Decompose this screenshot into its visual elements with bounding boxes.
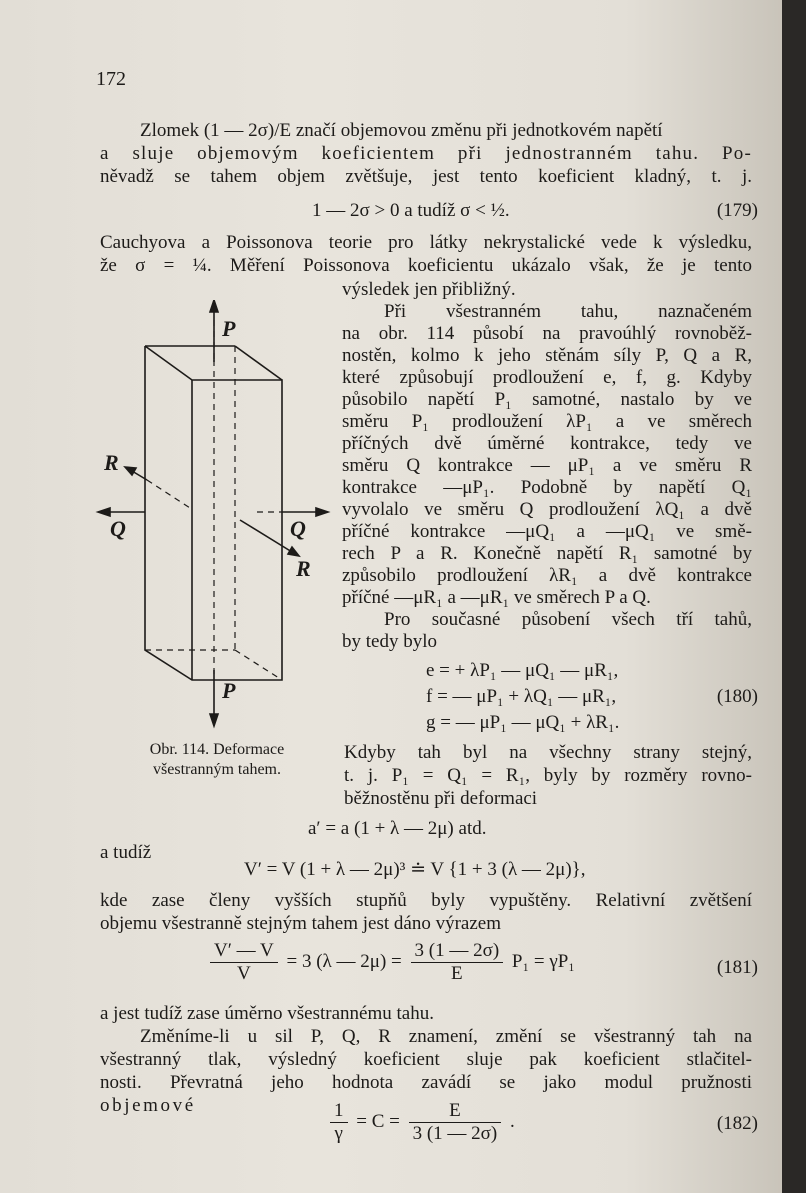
equation-v-prime: V′ = V (1 + λ — 2μ)³ ≐ V {1 + 3 (λ — 2μ)}, xyxy=(244,859,586,880)
text-line: a tudíž xyxy=(100,842,152,863)
text-line: by tedy bylo xyxy=(342,631,437,652)
page-edge-shadow xyxy=(782,0,806,1193)
equation-number: (179) xyxy=(716,200,758,221)
equation-180-g: g = — μP₁ — μQ₁ + λR₁. xyxy=(426,712,620,733)
label-q-left: Q xyxy=(110,516,126,541)
text-line: t. j. P₁ = Q₁ = R₁, byly by rozměry rovno- xyxy=(344,765,752,786)
text-line: příčných dvě úměrné kontrakce, tedy ve xyxy=(342,433,752,454)
text-line: které způsobují prodloužení e, f, g. Kdyby xyxy=(342,367,752,388)
text-line: a jest tudíž zase úměrno všestrannému tahu. xyxy=(100,1003,434,1024)
equation-179: 1 — 2σ > 0 a tudíž σ < ½. xyxy=(312,200,510,221)
text-line: rech P a R. Konečně napětí R₁ samotné by xyxy=(342,543,752,564)
text-line: všestranný tlak, výsledný koeficient sluje pak koeficient stlačitel- xyxy=(100,1049,752,1070)
label-p-bottom: P xyxy=(222,678,236,703)
text-line: že σ = ¼. Měření Poissonova koeficientu ukázalo však, že je tento xyxy=(100,255,752,276)
page-number: 172 xyxy=(96,68,126,90)
text-line: objemové xyxy=(100,1095,196,1116)
text-line: příčné —μR₁ a —μR₁ ve směrech P a Q. xyxy=(342,587,651,608)
label-r-right: R xyxy=(296,556,311,581)
equation-180-f: f = — μP₁ + λQ₁ — μR₁, xyxy=(426,686,617,707)
text-line: objemu všestranně stejným tahem jest dáno výrazem xyxy=(100,913,501,934)
equation-number: (180) xyxy=(716,686,758,707)
text-line: směru P₁ prodloužení λP₁ a ve směrech xyxy=(342,411,752,432)
figure-caption: Obr. 114. Deformace všestranným tahem. xyxy=(149,741,285,778)
text-line: Při všestranném tahu, naznačeném xyxy=(384,301,752,322)
text-line: nosti. Převratná jeho hodnota zavádí se jako modul pružnosti xyxy=(100,1072,752,1093)
equation-182: $\frac{1}{\gamma}$ = C = $\frac{E}{3 (1 — 2\sigma)}$ . xyxy=(326,1100,515,1145)
text-line: Zlomek (1 — 2σ)/E značí objemovou změnu při jednotkovém napětí xyxy=(140,120,663,141)
label-q-right: Q xyxy=(290,516,306,541)
text-line: Cauchyova a Poissonova teorie pro látky nekrystalické vede k výsledku, xyxy=(100,232,752,253)
equation-number: (181) xyxy=(716,957,758,978)
text-line: běžnostěnu při deformaci xyxy=(344,788,538,809)
text-line: Kdyby tah byl na všechny strany stejný, xyxy=(344,742,752,763)
figure-114-parallelepiped xyxy=(92,300,332,740)
text-line: nostěn, kolmo k jeho stěnám síly P, Q a R, xyxy=(342,345,752,366)
text-line: způsobilo prodloužení λR₁ a dvě kontrakce xyxy=(342,565,752,586)
equation-a-prime: a′ = a (1 + λ — 2μ) atd. xyxy=(308,818,487,839)
label-p-top: P xyxy=(222,316,236,341)
equation-181: $\frac{V' — V}{V}$ = 3 (λ — 2μ) = $\frac{3 (1 — 2\sigma)}{E}$ P₁ = γP₁ xyxy=(206,940,575,985)
text-line: Pro současné působení všech tří tahů, xyxy=(384,609,752,630)
text-line: příčné kontrakce —μQ₁ a —μQ₁ ve smě- xyxy=(342,521,752,542)
label-r-left: R xyxy=(104,450,119,475)
equation-180-e: e = + λP₁ — μQ₁ — μR₁, xyxy=(426,660,619,681)
text-line: působilo napětí P₁ samotné, nastalo by ve xyxy=(342,389,752,410)
text-line: směru Q kontrakce — μP₁ a ve směru R xyxy=(342,455,752,476)
text-line: na obr. 114 působí na pravoúhlý rovnoběž- xyxy=(342,323,752,344)
text-line: vyvolalo ve směru Q prodloužení λQ₁ a dvě xyxy=(342,499,752,520)
text-line: Změníme-li u sil P, Q, R znamení, změní se všestranný tah na xyxy=(140,1026,752,1047)
text-line: něvadž se tahem objem zvětšuje, jest tento koeficient kladný, t. j. xyxy=(100,166,752,187)
equation-number: (182) xyxy=(716,1113,758,1134)
text-line: kontrakce —μP₁. Podobně by napětí Q₁ xyxy=(342,477,752,498)
text-line: výsledek jen přibližný. xyxy=(342,279,516,300)
text-line: a sluje objemovým koeficientem při jednostranném tahu. Po- xyxy=(100,143,752,164)
text-line: kde zase členy vyšších stupňů byly vypuštěny. Relativní zvětšení xyxy=(100,890,752,911)
